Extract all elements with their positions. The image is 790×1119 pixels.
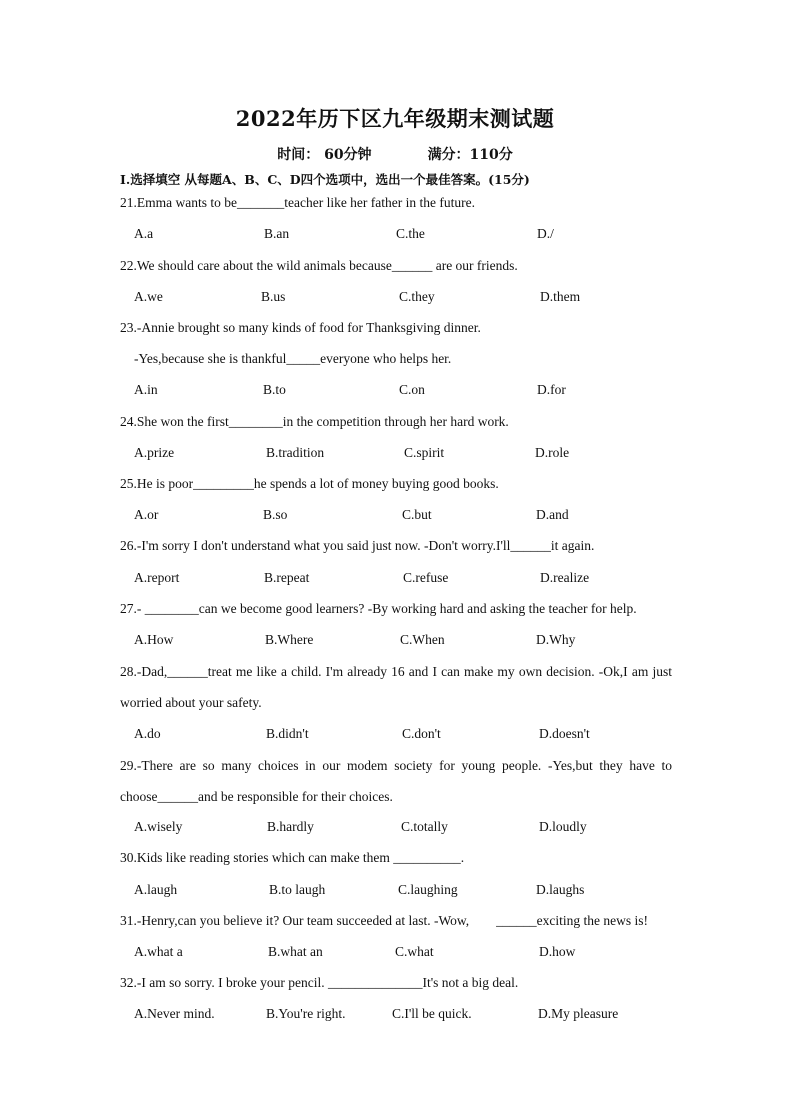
option-c: C.don't xyxy=(402,726,441,741)
question-text: 25.He is poor_________he spends a lot of money buying good books. xyxy=(120,476,499,491)
option-a: A.wisely xyxy=(134,819,183,834)
option-d: D.them xyxy=(540,289,581,304)
option-b: B.didn't xyxy=(266,726,309,741)
option-d: D.role xyxy=(535,445,570,460)
options-row xyxy=(134,226,694,246)
option-b: B.what an xyxy=(268,944,323,959)
options-row xyxy=(134,289,694,309)
option-b: B.us xyxy=(261,289,286,304)
option-a: A.Never mind. xyxy=(134,1006,215,1021)
question-text: 29.-There are so many choices in our modem society for young people. -Yes,but they have to choose______and be responsible for their choices. xyxy=(120,758,672,804)
option-c: C.they xyxy=(399,289,435,304)
option-c: C.totally xyxy=(401,819,448,834)
option-a: A.How xyxy=(134,632,174,647)
options-row xyxy=(134,382,694,402)
option-a: A.what a xyxy=(134,944,183,959)
option-a: A.laugh xyxy=(134,882,178,897)
option-a: A.in xyxy=(134,382,158,397)
option-d: D./ xyxy=(537,226,554,241)
question-text: 32.-I am so sorry. I broke your pencil. ______________It's not a big deal. xyxy=(120,975,519,990)
options-row xyxy=(134,632,694,652)
question-text: 28.-Dad,______treat me like a child. I'm already 16 and I can make my own decision. -Ok,I am just worried about your safety. xyxy=(120,664,672,710)
options-row xyxy=(134,726,694,746)
page-title: 2022年历下区九年级期末测试题 xyxy=(235,106,555,131)
question-text: 21.Emma wants to be_______teacher like her father in the future. xyxy=(120,195,476,210)
question-text: 24.She won the first________in the competition through her hard work. xyxy=(120,414,509,429)
option-b: B.repeat xyxy=(264,570,310,585)
exam-meta xyxy=(0,144,790,164)
question-text-line-2: -Yes,because she is thankful_____everyone who helps her. xyxy=(134,351,452,366)
question-text: 31.-Henry,can you believe it? Our team succeeded at last. -Wow, ______exciting the news is! xyxy=(120,913,648,928)
option-d: D.laughs xyxy=(536,882,585,897)
option-b: B.to laugh xyxy=(269,882,326,897)
section-instruction: Ⅰ.选择填空 从每题A、B、C、D四个选项中，选出一个最佳答案。(15分) xyxy=(120,172,530,187)
option-b: B.an xyxy=(264,226,290,241)
question-text: 26.-I'm sorry I don't understand what you said just now. -Don't worry.I'll______it again. xyxy=(120,538,595,553)
question-text: 30.Kids like reading stories which can make them __________. xyxy=(120,850,465,865)
question-text: 27.- ________can we become good learners? -By working hard and asking the teacher for help. xyxy=(120,601,637,616)
option-c: C.laughing xyxy=(398,882,458,897)
option-b: B.to xyxy=(263,382,286,397)
option-c: C.the xyxy=(396,226,425,241)
option-c: C.but xyxy=(402,507,432,522)
option-a: A.we xyxy=(134,289,163,304)
options-row xyxy=(134,882,694,902)
option-c: C.When xyxy=(400,632,445,647)
option-a: A.or xyxy=(134,507,159,522)
option-d: D.realize xyxy=(540,570,590,585)
option-d: D.for xyxy=(537,382,566,397)
option-a: A.prize xyxy=(134,445,175,460)
option-a: A.report xyxy=(134,570,180,585)
question-text: 23.-Annie brought so many kinds of food for Thanksgiving dinner. xyxy=(120,320,481,335)
option-d: D.and xyxy=(536,507,569,522)
options-row xyxy=(134,570,694,590)
option-a: A.do xyxy=(134,726,161,741)
options-row xyxy=(134,507,694,527)
option-d: D.My pleasure xyxy=(538,1006,619,1021)
options-row xyxy=(134,1006,694,1026)
time-label: 时间： 60分钟 xyxy=(277,147,372,163)
option-c: C.refuse xyxy=(403,570,449,585)
option-b: B.tradition xyxy=(266,445,325,460)
option-c: C.what xyxy=(395,944,434,959)
option-d: D.Why xyxy=(536,632,576,647)
options-row xyxy=(134,944,694,964)
option-d: D.loudly xyxy=(539,819,587,834)
question-text: 22.We should care about the wild animals because______ are our friends. xyxy=(120,258,518,273)
option-b: B.You're right. xyxy=(266,1006,346,1021)
options-row xyxy=(134,819,694,839)
option-d: D.how xyxy=(539,944,576,959)
options-row xyxy=(134,445,694,465)
option-a: A.a xyxy=(134,226,154,241)
option-c: C.spirit xyxy=(404,445,445,460)
score-label: 满分：110分 xyxy=(427,147,513,163)
option-c: C.on xyxy=(399,382,425,397)
option-c: C.I'll be quick. xyxy=(392,1006,472,1021)
option-b: B.hardly xyxy=(267,819,314,834)
option-b: B.Where xyxy=(265,632,314,647)
option-b: B.so xyxy=(263,507,288,522)
option-d: D.doesn't xyxy=(539,726,590,741)
